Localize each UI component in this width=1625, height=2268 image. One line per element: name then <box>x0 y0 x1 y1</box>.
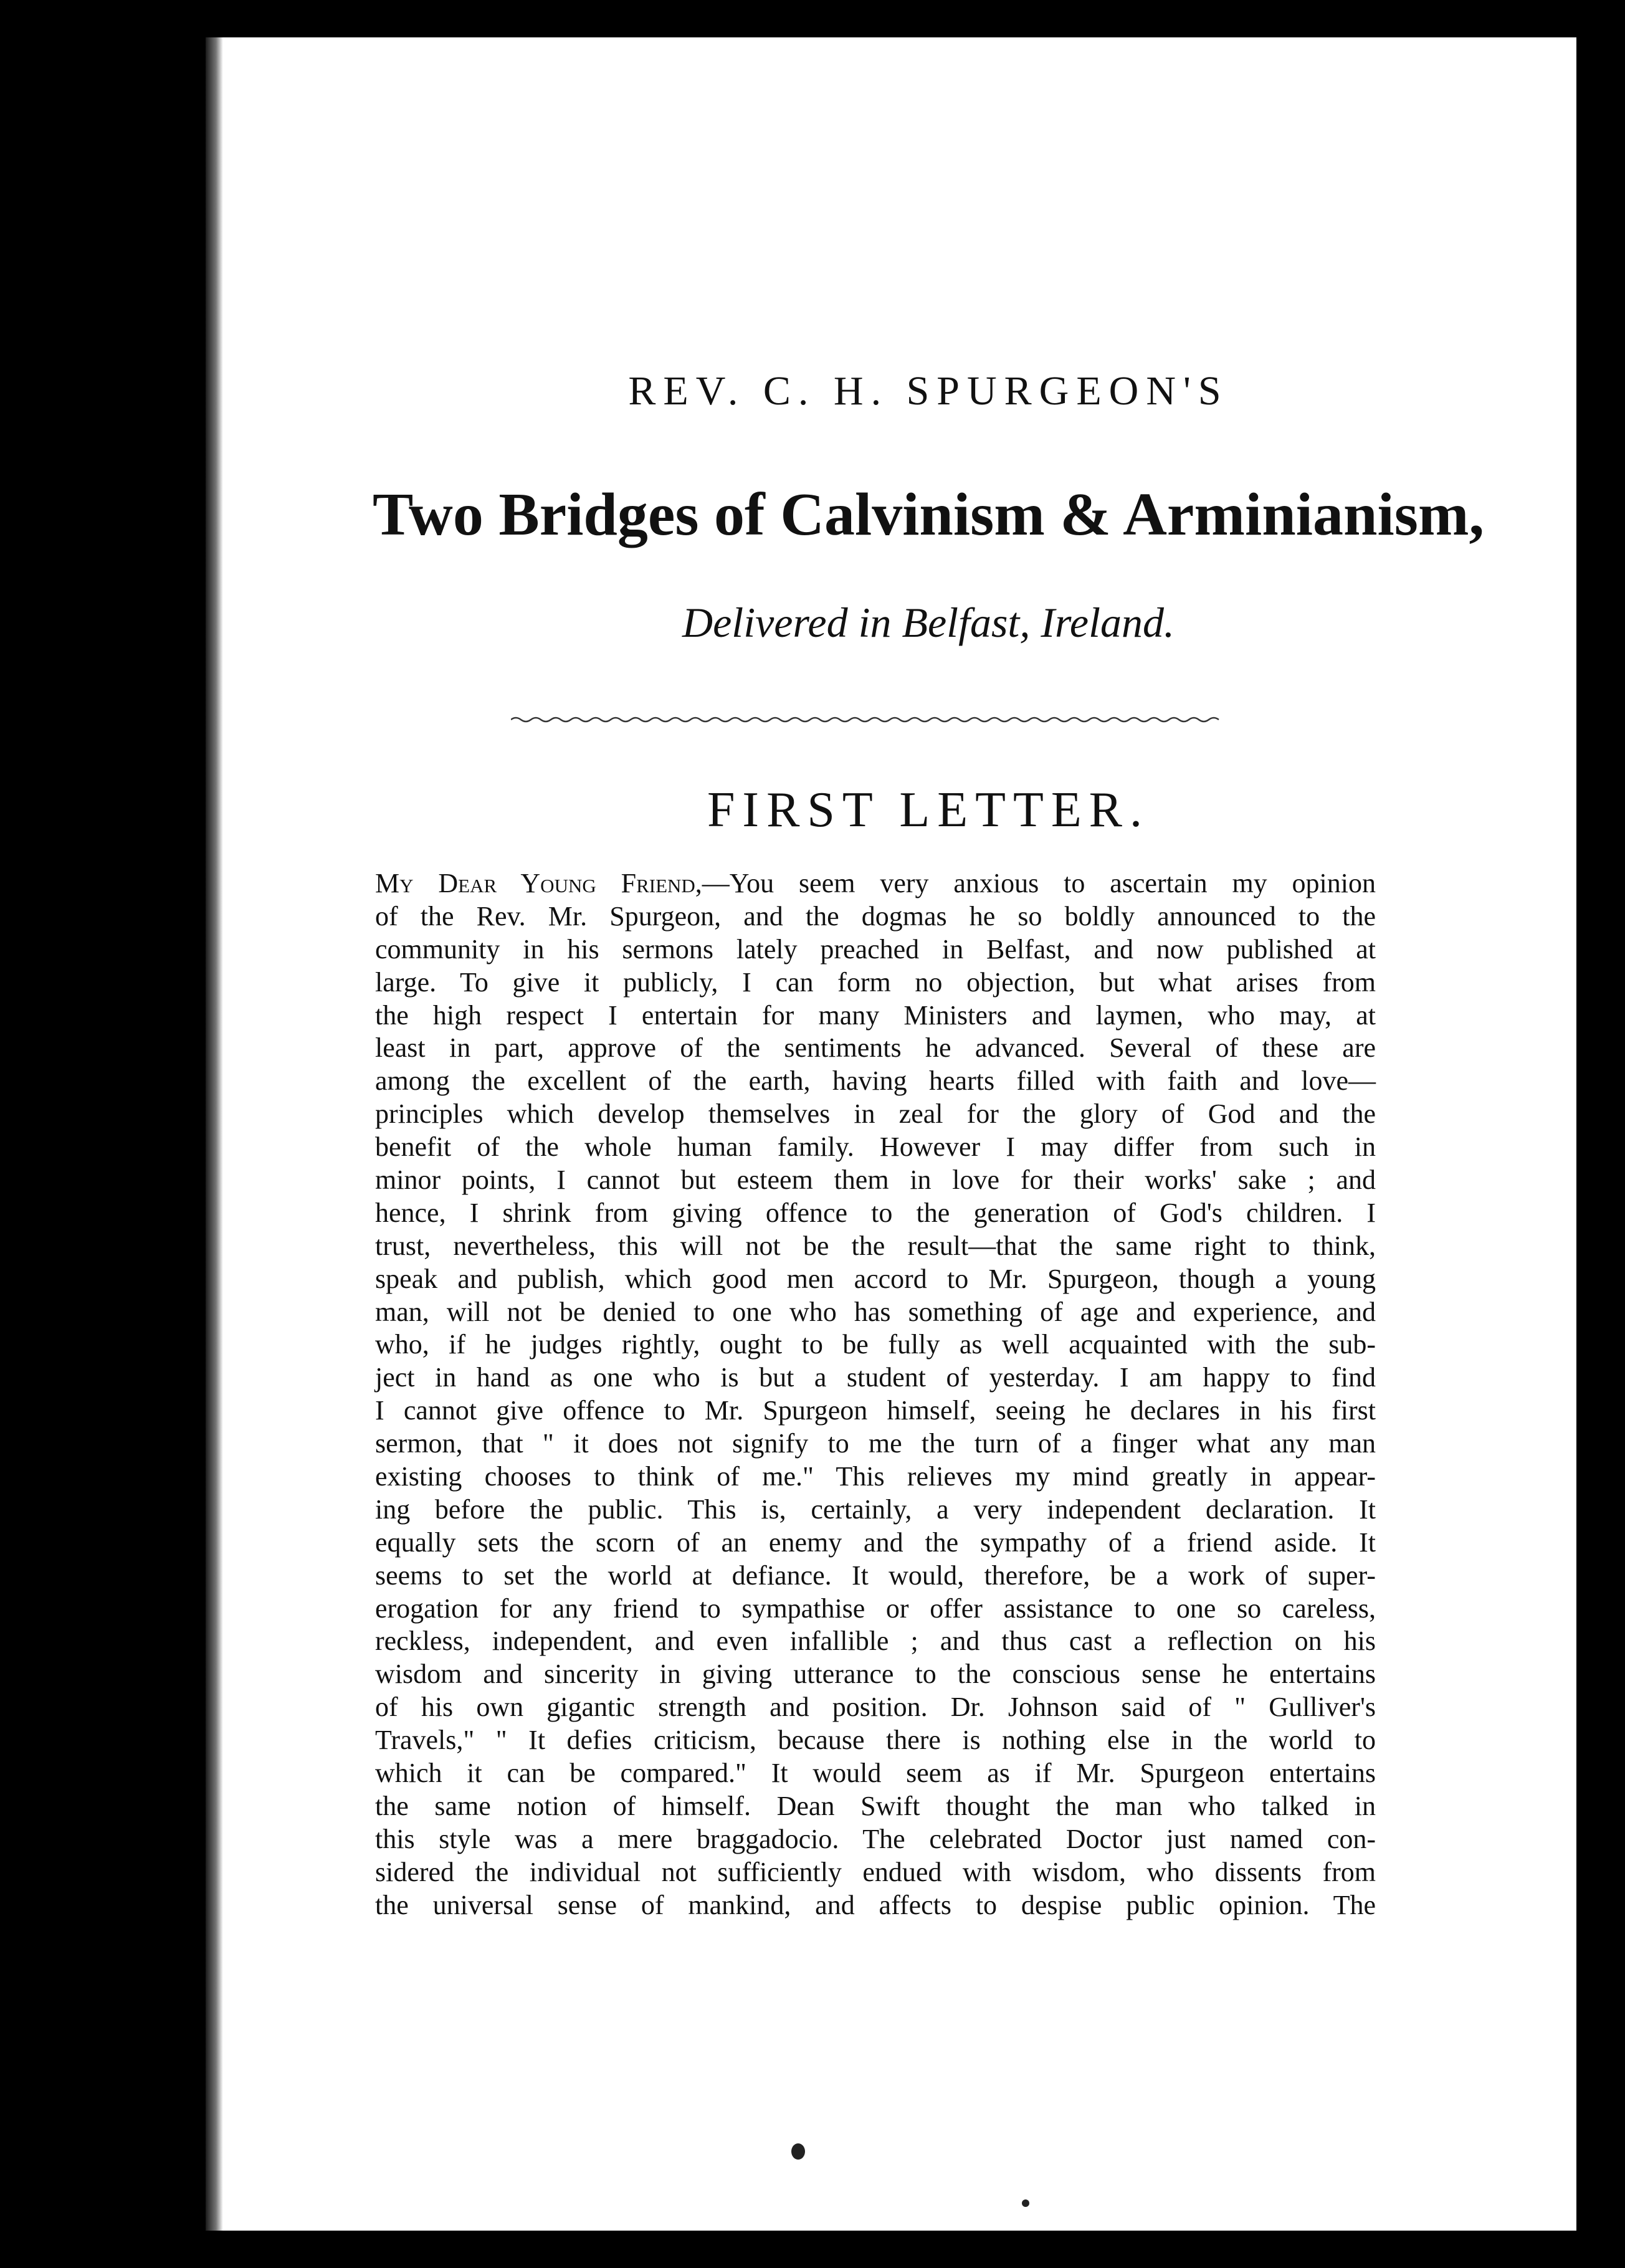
text-line: community in his sermons lately preached in Belfast, and now published at <box>375 933 1376 965</box>
text-line <box>375 867 1376 900</box>
text-line: who, if he judges rightly, ought to be fully as well acquainted with the sub- <box>375 1329 1376 1360</box>
salutation: My Dear Young Friend, <box>375 868 702 898</box>
text-line: sermon, that " it does not signify to me the turn of a finger what any man <box>375 1428 1376 1459</box>
text-line: speak and publish, which good men accord to Mr. Spurgeon, though a young <box>375 1263 1376 1294</box>
text-line: least in part, approve of the sentiments he advanced. Several of these are <box>375 1032 1376 1064</box>
text-line: among the excellent of the earth, having hearts filled with faith and love— <box>375 1065 1376 1097</box>
scan-speck <box>1022 2199 1029 2207</box>
subtitle: Delivered in Belfast, Ireland. <box>682 599 1175 646</box>
text-line: minor points, I cannot but esteem them in love for their works' sake ; and <box>375 1165 1376 1196</box>
text-line: principles which develop themselves in zeal for the glory of God and the <box>375 1098 1376 1130</box>
text-line: benefit of the whole human family. However I may differ from such in <box>375 1132 1376 1163</box>
text-line: of the Rev. Mr. Spurgeon, and the dogmas he so boldly announced to the <box>375 900 1376 932</box>
text-line: sidered the individual not sufficiently endued with wisdom, who dissents from <box>375 1856 1376 1887</box>
text-line: the same notion of himself. Dean Swift thought the man who talked in <box>375 1790 1376 1821</box>
text-line: the universal sense of mankind, and affects to despise public opinion. The <box>375 1889 1376 1920</box>
text-line: the high respect I entertain for many Ministers and laymen, who may, at <box>375 999 1376 1031</box>
text-line: trust, nevertheless, this will not be the result—that the same right to think, <box>375 1230 1376 1261</box>
scan-speck <box>791 2143 805 2160</box>
text-line: large. To give it publicly, I can form no objection, but what arises from <box>375 966 1376 998</box>
text-line: which it can be compared." It would seem as if Mr. Spurgeon entertains <box>375 1758 1376 1789</box>
text-line: man, will not be denied to one who has something of age and experience, and <box>375 1296 1376 1327</box>
text-line: ing before the public. This is, certainly, a very independent declaration. It <box>375 1494 1376 1525</box>
text-line: existing chooses to think of me." This relieves my mind greatly in appear- <box>375 1461 1376 1492</box>
scan-margin-left <box>0 0 206 2268</box>
ornamental-rule <box>511 713 1221 726</box>
running-head: REV. C. H. SPURGEON'S <box>628 368 1229 414</box>
text-line: equally sets the scorn of an enemy and the sympathy of a friend aside. It <box>375 1527 1376 1558</box>
text-line: ject in hand as one who is but a student of yesterday. I am happy to find <box>375 1362 1376 1393</box>
text-line: I cannot give offence to Mr. Spurgeon himself, seeing he declares in his first <box>375 1395 1376 1426</box>
text-line: this style was a mere braggadocio. The celebrated Doctor just named con- <box>375 1823 1376 1854</box>
section-heading: FIRST LETTER. <box>707 783 1150 837</box>
scan-margin-right <box>1576 0 1625 2268</box>
text-line: wisdom and sincerity in giving utterance to the conscious sense he entertains <box>375 1659 1376 1690</box>
text-line: of his own gigantic strength and position. Dr. Johnson said of " Gulliver's <box>375 1692 1376 1723</box>
page-title: Two Bridges of Calvinism & Arminianism, <box>372 481 1485 548</box>
letter-body <box>375 867 1376 1922</box>
text-line: seems to set the world at defiance. It would, therefore, be a work of super- <box>375 1560 1376 1591</box>
text-line: erogation for any friend to sympathise or offer assistance to one so careless, <box>375 1593 1376 1624</box>
text-line-content: —You seem very anxious to ascertain my opinion <box>702 868 1376 898</box>
text-line: reckless, independent, and even infallible ; and thus cast a reflection on his <box>375 1626 1376 1657</box>
page-gutter-shadow <box>206 37 223 2231</box>
text-line: hence, I shrink from giving offence to the generation of God's children. I <box>375 1197 1376 1228</box>
text-line: Travels," " It defies criticism, because there is nothing else in the world to <box>375 1725 1376 1756</box>
